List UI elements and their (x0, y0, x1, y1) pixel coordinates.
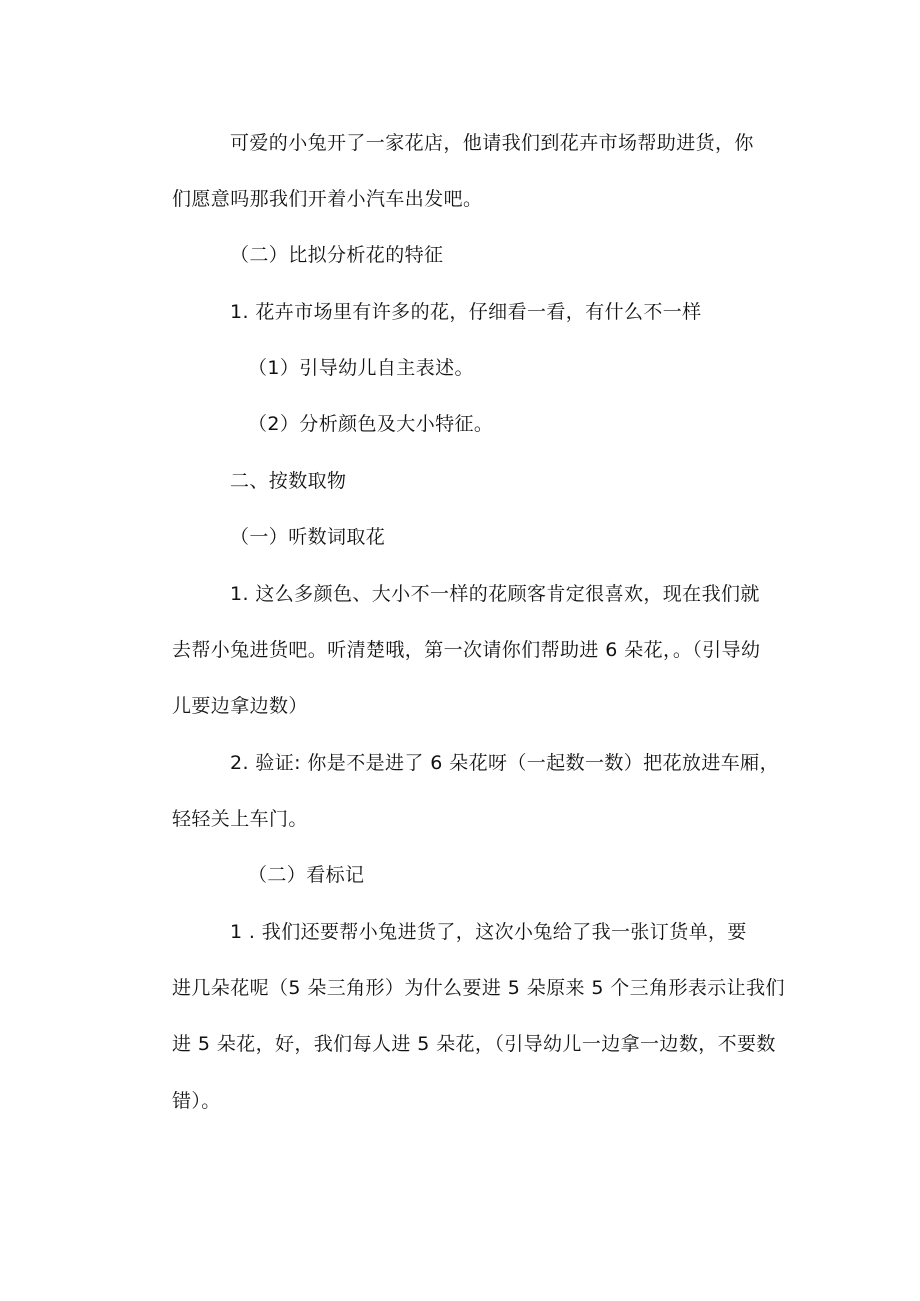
paragraph-line: 进 5 朵花，好，我们每人进 5 朵花，（引导幼儿一边拿一边数，不要数 (172, 1033, 776, 1055)
section-heading: 二、按数取物 (230, 470, 347, 492)
section-heading: （一）听数词取花 (230, 526, 386, 548)
paragraph-line: 1. 花卉市场里有许多的花，仔细看一看，有什么不一样 (230, 301, 702, 323)
paragraph-line: 1 . 我们还要帮小兔进货了，这次小兔给了我一张订货单，要 (230, 921, 747, 943)
paragraph-line: 错）。 (172, 1090, 221, 1112)
paragraph-line: 2. 验证: 你是不是进了 6 朵花呀（一起数一数）把花放进车厢， (230, 752, 779, 774)
paragraph-line: 去帮小兔进货吧。听清楚哦，第一次请你们帮助进 6 朵花，。（引导幼 (172, 639, 761, 661)
list-item: （1）引导幼儿自主表述。 (248, 357, 474, 379)
section-heading: （二）看标记 (248, 864, 365, 886)
paragraph-line: 儿要边拿边数） (172, 695, 308, 717)
paragraph-line: 轻轻关上车门。 (172, 808, 308, 830)
paragraph-line: 们愿意吗那我们开着小汽车出发吧。 (172, 188, 483, 210)
paragraph-line: 进几朵花呢（5 朵三角形）为什么要进 5 朵原来 5 个三角形表示让我们 (172, 977, 785, 999)
paragraph-line: 1. 这么多颜色、大小不一样的花顾客肯定很喜欢，现在我们就 (230, 583, 760, 605)
paragraph-line: 可爱的小兔开了一家花店，他请我们到花卉市场帮助进货，你 (230, 132, 754, 154)
section-heading: （二）比拟分析花的特征 (230, 244, 444, 266)
list-item: （2）分析颜色及大小特征。 (248, 413, 494, 435)
